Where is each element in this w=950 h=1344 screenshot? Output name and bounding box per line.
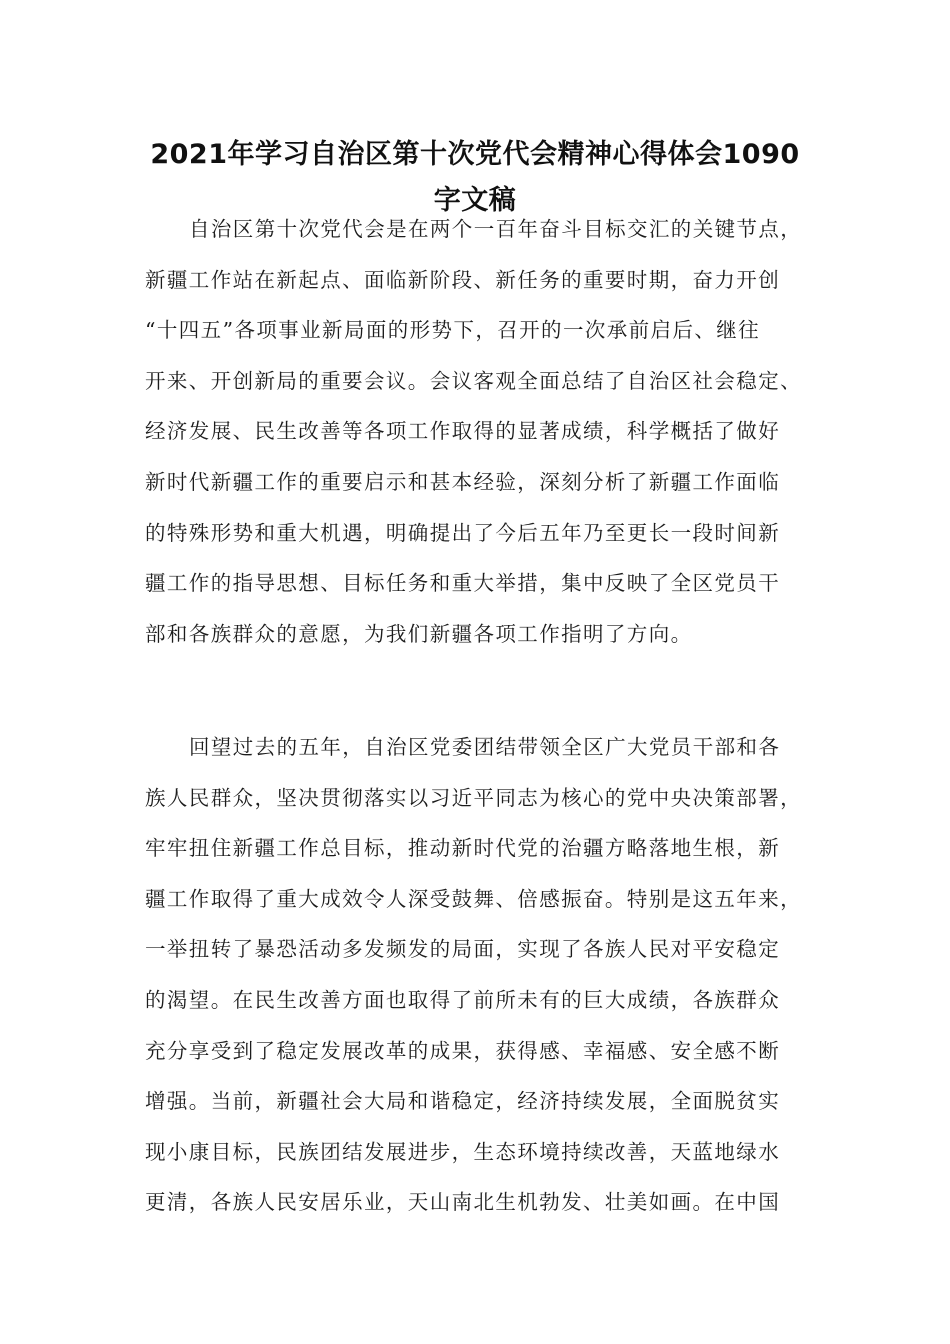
title-line-2: 字文稿 <box>433 185 517 216</box>
paragraph-line: 回望过去的五年，自治区党委团结带领全区广大党员干部和各 <box>189 735 781 759</box>
paragraph-line: 充分享受到了稳定发展改革的成果，获得感、幸福感、安全感不断 <box>145 1038 781 1063</box>
paragraph-1 <box>145 204 825 659</box>
paragraph-line: 的特殊形势和重大机遇，明确提出了今后五年乃至更长一段时间新 <box>145 520 781 545</box>
title-line-1: 2021年学习自治区第十次党代会精神心得体会1090 <box>150 139 800 170</box>
paragraph-line: 疆工作取得了重大成效令人深受鼓舞、倍感振奋。特别是这五年来， <box>145 886 802 911</box>
paragraph-line: 部和各族群众的意愿，为我们新疆各项工作指明了方向。 <box>145 621 693 646</box>
paragraph-line: 族人民群众，坚决贯彻落实以习近平同志为核心的党中央决策部署， <box>145 785 802 810</box>
paragraph-2 <box>145 722 825 1228</box>
paragraph-line: 增强。当前，新疆社会大局和谐稳定，经济持续发展，全面脱贫实 <box>145 1089 781 1114</box>
paragraph-line: 疆工作的指导思想、目标任务和重大举措，集中反映了全区党员干 <box>145 571 781 596</box>
paragraph-line: 自治区第十次党代会是在两个一百年奋斗目标交汇的关键节点， <box>189 217 803 241</box>
paragraph-line: 新疆工作站在新起点、面临新阶段、新任务的重要时期，奋力开创 <box>145 267 781 292</box>
paragraph-line: 现小康目标，民族团结发展进步，生态环境持续改善，天蓝地绿水 <box>145 1139 781 1164</box>
paragraph-line: 牢牢扭住新疆工作总目标，推动新时代党的治疆方略落地生根，新 <box>145 836 781 861</box>
paragraph-line: 的渴望。在民生改善方面也取得了前所未有的巨大成绩，各族群众 <box>145 987 781 1012</box>
paragraph-line: 经济发展、民生改善等各项工作取得的显著成绩，科学概括了做好 <box>145 419 781 444</box>
paragraph-line: 更清，各族人民安居乐业，天山南北生机勃发、壮美如画。在中国 <box>145 1190 781 1215</box>
paragraph-line: “十四五”各项事业新局面的形势下，召开的一次承前启后、继往 <box>145 318 761 343</box>
paragraph-line: 新时代新疆工作的重要启示和甚本经验，深刻分析了新疆工作面临 <box>145 469 781 494</box>
paragraph-line: 一举扭转了暴恐活动多发频发的局面，实现了各族人民对平安稳定 <box>145 937 781 962</box>
paragraph-line: 开来、开创新局的重要会议。会议客观全面总结了自治区社会稳定、 <box>145 368 802 393</box>
